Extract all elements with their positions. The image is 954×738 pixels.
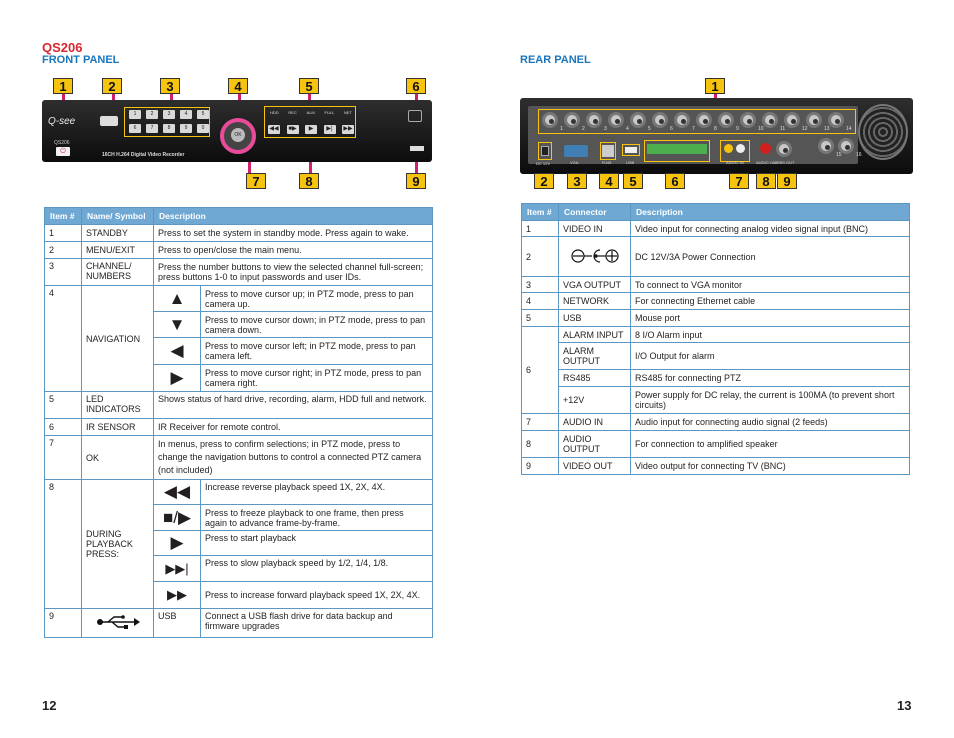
bnc-number: 10 <box>758 126 764 132</box>
bnc-connector <box>762 112 778 128</box>
front-callout-3: 3 <box>160 78 180 94</box>
pause-icon: ■▶ <box>288 126 297 132</box>
dvr-front-panel <box>42 100 432 162</box>
row-name: NAVIGATION <box>82 286 154 392</box>
vga-port <box>564 145 588 157</box>
page-number-right: 13 <box>897 698 912 713</box>
bnc-number: 7 <box>692 126 695 132</box>
row-desc: Increase reverse playback speed 1X, 2X, 4X. <box>201 480 433 505</box>
dc-polarity-svg <box>570 247 620 265</box>
ok-button: OK <box>231 128 245 142</box>
led-alm: ALM <box>306 110 315 115</box>
bnc-connector <box>740 112 756 128</box>
label-cvbs-out: CVBS OUT <box>774 160 795 165</box>
bnc-number: 8 <box>714 126 717 132</box>
row-item: 7 <box>45 436 82 480</box>
rear-callout-7: 7 <box>729 173 749 189</box>
table-row <box>45 419 433 436</box>
rewind-icon: ◀◀ <box>154 480 201 505</box>
rear-panel-title: REAR PANEL <box>520 54 591 66</box>
row-desc: In menus, press to confirm selections; in PTZ mode, press to change the navigation buttons to control a connected PTZ camera (not included) <box>154 436 433 480</box>
row-desc: Press to move cursor up; in PTZ mode, press to pan camera up. <box>201 286 433 312</box>
bnc-connector <box>828 112 844 128</box>
bnc-connector <box>564 112 580 128</box>
header-name: Name/ Symbol <box>82 208 154 225</box>
bnc-number: 6 <box>670 126 673 132</box>
bnc-number: 5 <box>648 126 651 132</box>
front-callout-7: 7 <box>246 173 266 189</box>
pause-play-icon: ■/▶ <box>154 505 201 531</box>
header-description: Description <box>631 204 910 221</box>
row-item: 5 <box>45 392 82 419</box>
row-connector: AUDIO OUTPUT <box>559 431 631 458</box>
row-desc: Connect a USB flash drive for data backup and firmware upgrades <box>201 609 433 638</box>
rear-callout-1: 1 <box>705 78 725 94</box>
table-row <box>45 225 433 242</box>
bnc-number: 16 <box>856 152 862 158</box>
bnc-connector <box>608 112 624 128</box>
label-vga: VGA <box>570 160 579 165</box>
table-row <box>45 286 433 312</box>
label-audio-in: AUDIO IN <box>726 160 744 165</box>
row-item: 6 <box>45 419 82 436</box>
brand-logo: Q-see <box>48 116 76 127</box>
rear-callout-6: 6 <box>665 173 685 189</box>
bnc-number: 4 <box>626 126 629 132</box>
row-name: CHANNEL/ NUMBERS <box>82 259 154 286</box>
bnc-connector <box>806 112 822 128</box>
row-desc: Power supply for DC relay, the current is 100MA (to prevent short circuits) <box>631 387 910 414</box>
page-number-left: 12 <box>42 698 57 713</box>
row-connector: USB <box>559 310 631 327</box>
key-8: 8 <box>163 124 175 133</box>
bnc-connector <box>542 112 558 128</box>
row-item: 2 <box>45 242 82 259</box>
row-item: 3 <box>522 277 559 293</box>
row-item: 9 <box>522 458 559 475</box>
table-row <box>522 221 910 237</box>
key-6: 6 <box>129 124 141 133</box>
key-7: 7 <box>146 124 158 133</box>
usb-symbol-icon <box>82 609 154 638</box>
row-desc: Press the number buttons to view the selected channel full-screen; press buttons 1-0 to input passwords and user IDs. <box>154 259 433 286</box>
row-connector: ALARM INPUT <box>559 327 631 343</box>
rear-callout-5: 5 <box>623 173 643 189</box>
table-row <box>522 370 910 387</box>
table-row <box>522 343 910 370</box>
row-desc: Press to freeze playback to one frame, then press again to advance frame-by-frame. <box>201 505 433 531</box>
bnc-connector <box>838 138 854 154</box>
label-audio-out: AUDIO OUT <box>756 160 779 165</box>
row-desc: Press to slow playback speed by 1/2, 1/4, 1/8. <box>201 556 433 582</box>
row-desc: DC 12V/3A Power Connection <box>631 237 910 277</box>
front-callout-4: 4 <box>228 78 248 94</box>
row-name: LED INDICATORS <box>82 392 154 419</box>
key-9: 9 <box>180 124 192 133</box>
play-icon: ▶ <box>154 531 201 556</box>
table-row <box>522 387 910 414</box>
bnc-number: 3 <box>604 126 607 132</box>
row-desc: IR Receiver for remote control. <box>154 419 433 436</box>
bnc-connector <box>784 112 800 128</box>
usb-port <box>625 147 637 153</box>
play-icon: ▶ <box>305 125 317 134</box>
row-item: 1 <box>522 221 559 237</box>
rewind-icon: ◀◀ <box>269 126 279 132</box>
rear-callout-4: 4 <box>599 173 619 189</box>
table-row <box>45 609 433 638</box>
row-desc: For connection to amplified speaker <box>631 431 910 458</box>
front-callout-8: 8 <box>299 173 319 189</box>
header-item: Item # <box>522 204 559 221</box>
rear-panel-table <box>521 203 910 475</box>
table-row <box>45 242 433 259</box>
row-desc: For connecting Ethernet cable <box>631 293 910 310</box>
row-item: 1 <box>45 225 82 242</box>
table-row <box>522 277 910 293</box>
rj45-port <box>602 145 614 157</box>
row-desc: Press to set the system in standby mode. Press again to wake. <box>154 225 433 242</box>
slow-play-icon: ▶▶| <box>154 556 201 582</box>
table-row <box>45 480 433 505</box>
row-desc: Press to move cursor down; in PTZ mode, press to pan camera down. <box>201 312 433 338</box>
bnc-connector <box>586 112 602 128</box>
row-desc: Shows status of hard drive, recording, alarm, HDD full and network. <box>154 392 433 419</box>
bnc-connector <box>630 112 646 128</box>
row-connector: VIDEO OUT <box>559 458 631 475</box>
row-desc: Press to start playback <box>201 531 433 556</box>
power-icon: ⏻ <box>56 147 70 156</box>
down-arrow-icon: ▼ <box>154 312 201 338</box>
row-desc: Press to increase forward playback speed 1X, 2X, 4X. <box>201 582 433 609</box>
bnc-number: 2 <box>582 126 585 132</box>
rear-callout-3: 3 <box>567 173 587 189</box>
table-row <box>522 327 910 343</box>
row-name: STANDBY <box>82 225 154 242</box>
menu-button <box>100 116 118 126</box>
bnc-number: 13 <box>824 126 830 132</box>
row-item: 6 <box>522 327 559 414</box>
led-full: FULL <box>324 110 335 115</box>
cvbs-out <box>776 141 792 157</box>
table-row <box>45 259 433 286</box>
bnc-number: 14 <box>846 126 852 132</box>
row-item: 3 <box>45 259 82 286</box>
front-callout-6: 6 <box>406 78 426 94</box>
front-panel-title: FRONT PANEL <box>42 54 120 66</box>
header-description: Description <box>154 208 433 225</box>
row-connector: RS485 <box>559 370 631 387</box>
dc-jack <box>541 146 549 156</box>
led-rec: REC <box>288 110 297 115</box>
right-arrow-icon: ▶ <box>154 365 201 392</box>
row-name: MENU/EXIT <box>82 242 154 259</box>
up-arrow-icon: ▲ <box>154 286 201 312</box>
row-desc: Press to move cursor right; in PTZ mode, press to pan camera right. <box>201 365 433 392</box>
row-name: OK <box>82 436 154 480</box>
key-4: 4 <box>180 110 192 119</box>
fast-forward-icon: ▶▶ <box>154 582 201 609</box>
dc-polarity-icon <box>559 237 631 277</box>
bnc-number: 1 <box>560 126 563 132</box>
ir-sensor <box>408 110 422 122</box>
table-row <box>522 431 910 458</box>
key-1: 1 <box>129 110 141 119</box>
row-desc: I/O Output for alarm <box>631 343 910 370</box>
row-desc: Audio input for connecting audio signal (2 feeds) <box>631 414 910 431</box>
rear-callout-2: 2 <box>534 173 554 189</box>
alarm-terminal-block <box>647 144 707 154</box>
row-name: DURING PLAYBACK PRESS: <box>82 480 154 609</box>
bnc-connector <box>718 112 734 128</box>
front-callout-9: 9 <box>406 173 426 189</box>
row-name: USB <box>154 609 201 638</box>
led-labels <box>270 110 352 115</box>
bnc-number: 12 <box>802 126 808 132</box>
header-connector: Connector <box>559 204 631 221</box>
table-row <box>45 392 433 419</box>
row-desc: Video input for connecting analog video signal input (BNC) <box>631 221 910 237</box>
front-callout-2: 2 <box>102 78 122 94</box>
row-connector: +12V <box>559 387 631 414</box>
bnc-connector <box>674 112 690 128</box>
row-desc: Video output for connecting TV (BNC) <box>631 458 910 475</box>
front-panel-table <box>44 207 433 638</box>
label-rj45: RJ45 <box>602 160 612 165</box>
key-2: 2 <box>146 110 158 119</box>
bnc-connector <box>818 138 834 154</box>
row-connector: VGA OUTPUT <box>559 277 631 293</box>
row-connector: NETWORK <box>559 293 631 310</box>
row-item: 4 <box>522 293 559 310</box>
row-desc: 8 I/O Alarm input <box>631 327 910 343</box>
model-title: QS206 <box>42 40 83 55</box>
table-row <box>522 414 910 431</box>
row-item: 2 <box>522 237 559 277</box>
row-desc: Press to move cursor left; in PTZ mode, press to pan camera left. <box>201 338 433 365</box>
device-label: 16CH H.264 Digital Video Recorder <box>102 152 185 158</box>
usb-port <box>410 146 424 151</box>
label-usb: USB <box>626 160 635 165</box>
key-3: 3 <box>163 110 175 119</box>
row-item: 5 <box>522 310 559 327</box>
left-arrow-icon: ◀ <box>154 338 201 365</box>
row-name: IR SENSOR <box>82 419 154 436</box>
audio-out <box>760 143 771 154</box>
led-hdd: HDD <box>270 110 279 115</box>
key-0: 0 <box>197 124 209 133</box>
row-connector: AUDIO IN <box>559 414 631 431</box>
header-item: Item # <box>45 208 82 225</box>
audio-in-1 <box>724 144 733 153</box>
key-5: 5 <box>197 110 209 119</box>
bnc-number: 11 <box>780 126 786 132</box>
row-item: 4 <box>45 286 82 392</box>
bnc-number: 9 <box>736 126 739 132</box>
row-connector: VIDEO IN <box>559 221 631 237</box>
bnc-connector <box>652 112 668 128</box>
fast-forward-icon: ▶▶ <box>343 126 353 132</box>
table-row <box>522 237 910 277</box>
table-row <box>522 310 910 327</box>
table-row <box>522 293 910 310</box>
row-desc: Mouse port <box>631 310 910 327</box>
led-net: NET <box>343 110 352 115</box>
row-desc: RS485 for connecting PTZ <box>631 370 910 387</box>
table-header-row <box>522 204 910 221</box>
playback-buttons <box>268 125 354 134</box>
row-desc: To connect to VGA monitor <box>631 277 910 293</box>
row-connector: ALARM OUTPUT <box>559 343 631 370</box>
row-item: 8 <box>45 480 82 609</box>
audio-in-2 <box>736 144 745 153</box>
front-callout-1: 1 <box>53 78 73 94</box>
cooling-fan <box>858 104 908 160</box>
dvr-rear-panel <box>520 98 913 174</box>
rear-callout-9: 9 <box>777 173 797 189</box>
row-item: 8 <box>522 431 559 458</box>
table-header-row <box>45 208 433 225</box>
table-row <box>522 458 910 475</box>
row-item: 7 <box>522 414 559 431</box>
bnc-number: 15 <box>836 152 842 158</box>
bnc-connector <box>696 112 712 128</box>
row-desc: Press to open/close the main menu. <box>154 242 433 259</box>
front-callout-5: 5 <box>299 78 319 94</box>
model-badge: QS206 <box>54 140 70 146</box>
table-row <box>45 436 433 480</box>
usb-symbol-svg <box>96 614 140 630</box>
rear-callout-8: 8 <box>756 173 776 189</box>
row-item: 9 <box>45 609 82 638</box>
slow-icon: ▶| <box>324 125 336 134</box>
label-dc: DC 12V <box>536 161 551 166</box>
